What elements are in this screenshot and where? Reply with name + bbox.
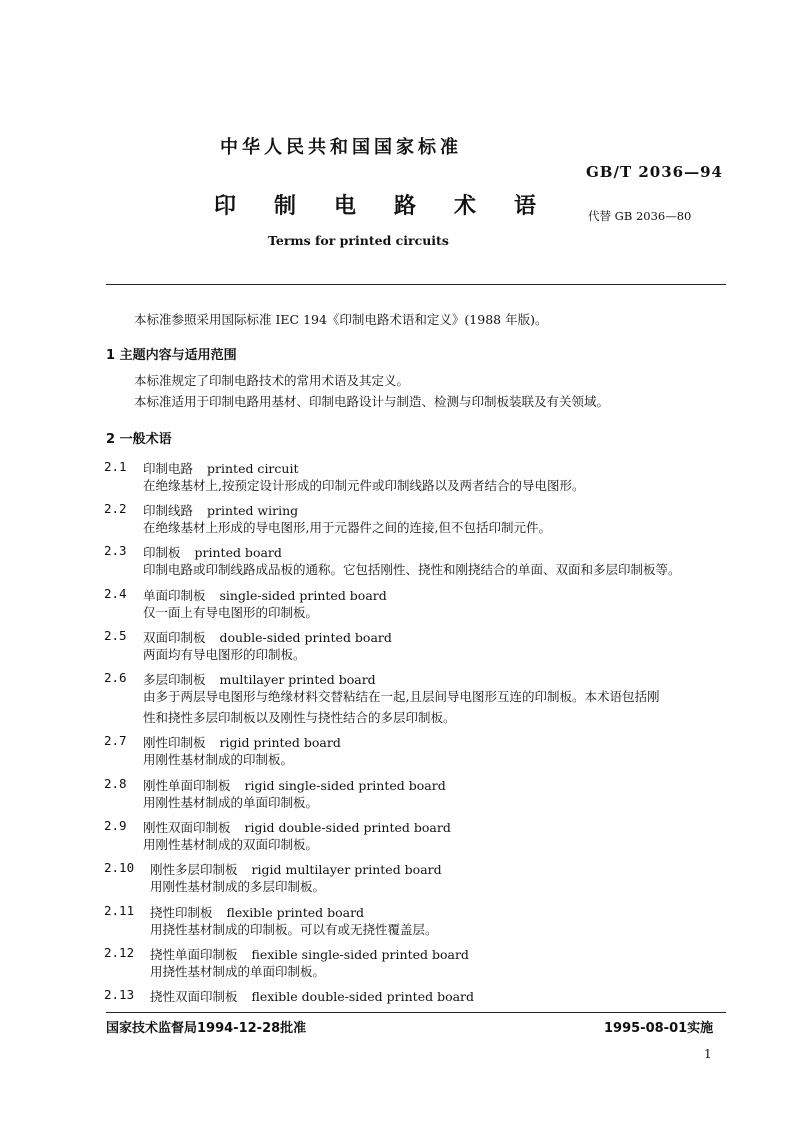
term-definition: 仅一面上有导电图形的印制板。 bbox=[143, 605, 319, 620]
term-cn: 印制板 bbox=[143, 545, 181, 560]
term-definition: 性和挠性多层印制板以及刚性与挠性结合的多层印制板。 bbox=[143, 710, 456, 725]
term-cn: 刚性单面印制板 bbox=[143, 778, 231, 793]
term-number: 2.10 bbox=[104, 860, 135, 875]
term-entry bbox=[143, 733, 341, 751]
term-definition: 印制电路或印制线路成品板的通称。它包括刚性、挠性和刚挠结合的单面、双面和多层印制板等。 bbox=[143, 562, 681, 577]
intro-paragraph: 本标准参照采用国际标准 IEC 194《印制电路术语和定义》(1988 年版)。 bbox=[134, 312, 548, 327]
term-entry bbox=[150, 987, 474, 1005]
term-cn: 多层印制板 bbox=[143, 672, 206, 687]
section-1-para-2: 本标准适用于印制电路用基材、印制电路设计与制造、检测与印制板装联及有关领域。 bbox=[134, 394, 610, 409]
term-definition: 用刚性基材制成的单面印制板。 bbox=[143, 795, 319, 810]
term-en: printed wiring bbox=[207, 503, 299, 518]
term-definition: 在绝缘基材上形成的导电图形,用于元器件之间的连接,但不包括印制元件。 bbox=[143, 520, 551, 535]
term-number: 2.6 bbox=[104, 670, 127, 685]
term-entry bbox=[143, 586, 387, 604]
term-number: 2.8 bbox=[104, 776, 127, 791]
term-definition: 由多于两层导电图形与绝缘材料交替粘结在一起,且层间导电图形互连的印制板。本术语包括刚 bbox=[143, 689, 660, 704]
term-number: 2.9 bbox=[104, 818, 127, 833]
term-entry bbox=[143, 501, 298, 519]
document-title-en: Terms for printed circuits bbox=[268, 233, 449, 248]
effective-date: 1995-08-01实施 bbox=[604, 1021, 714, 1036]
term-en: double-sided printed board bbox=[219, 630, 392, 645]
term-definition: 两面均有导电图形的印制板。 bbox=[143, 647, 306, 662]
header-divider bbox=[106, 284, 726, 285]
term-entry bbox=[143, 670, 376, 688]
term-number: 2.1 bbox=[104, 459, 127, 474]
term-definition: 用刚性基材制成的多层印制板。 bbox=[150, 879, 326, 894]
term-cn: 挠性双面印制板 bbox=[150, 989, 238, 1004]
term-number: 2.13 bbox=[104, 987, 135, 1002]
document-title-cn: 印制电路术语 bbox=[214, 194, 575, 219]
term-entry bbox=[143, 628, 392, 646]
term-number: 2.11 bbox=[104, 903, 135, 918]
term-entry bbox=[143, 818, 451, 836]
term-en: multilayer printed board bbox=[219, 672, 376, 687]
term-cn: 刚性多层印制板 bbox=[150, 862, 238, 877]
term-en: rigid double-sided printed board bbox=[244, 820, 451, 835]
term-cn: 印制电路 bbox=[143, 461, 194, 476]
national-standard-heading: 中华人民共和国国家标准 bbox=[220, 137, 462, 158]
term-definition: 在绝缘基材上,按预定设计形成的印制元件或印制线路以及两者结合的导电图形。 bbox=[143, 478, 585, 493]
term-entry bbox=[150, 903, 364, 921]
term-en: printed board bbox=[194, 545, 282, 560]
term-en: fiexible single-sided printed board bbox=[251, 947, 469, 962]
term-cn: 印制线路 bbox=[143, 503, 194, 518]
term-entry bbox=[150, 860, 442, 878]
term-definition: 用刚性基材制成的双面印制板。 bbox=[143, 837, 319, 852]
replaces-note: 代替 GB 2036—80 bbox=[588, 209, 692, 223]
term-number: 2.5 bbox=[104, 628, 127, 643]
term-en: rigid multilayer printed board bbox=[251, 862, 442, 877]
term-en: printed circuit bbox=[207, 461, 299, 476]
term-definition: 用挠性基材制成的单面印制板。 bbox=[150, 964, 326, 979]
term-entry bbox=[143, 543, 282, 561]
term-entry bbox=[143, 776, 446, 794]
term-cn: 挠性印制板 bbox=[150, 905, 213, 920]
section-2-heading: 2 一般术语 bbox=[106, 432, 172, 447]
term-cn: 刚性双面印制板 bbox=[143, 820, 231, 835]
term-entry bbox=[143, 459, 298, 477]
term-en: rigid printed board bbox=[219, 735, 341, 750]
term-cn: 挠性单面印制板 bbox=[150, 947, 238, 962]
term-cn: 单面印制板 bbox=[143, 588, 206, 603]
term-definition: 用刚性基材制成的印制板。 bbox=[143, 752, 294, 767]
term-en: rigid single-sided printed board bbox=[244, 778, 446, 793]
term-number: 2.12 bbox=[104, 945, 135, 960]
section-1-para-1: 本标准规定了印制电路技术的常用术语及其定义。 bbox=[134, 373, 410, 388]
term-en: flexible double-sided printed board bbox=[251, 989, 475, 1004]
term-en: single-sided printed board bbox=[219, 588, 387, 603]
term-cn: 刚性印制板 bbox=[143, 735, 206, 750]
doc-number: GB/T 2036—94 bbox=[586, 163, 723, 181]
term-number: 2.3 bbox=[104, 543, 127, 558]
page-number: 1 bbox=[704, 1047, 712, 1061]
term-entry bbox=[150, 945, 469, 963]
footer-divider bbox=[106, 1012, 726, 1013]
term-definition: 用挠性基材制成的印制板。可以有或无挠性覆盖层。 bbox=[150, 922, 438, 937]
issued-by: 国家技术监督局1994-12-28批准 bbox=[106, 1021, 307, 1036]
section-1-heading: 1 主题内容与适用范围 bbox=[106, 348, 237, 363]
term-cn: 双面印制板 bbox=[143, 630, 206, 645]
term-number: 2.7 bbox=[104, 733, 127, 748]
term-number: 2.4 bbox=[104, 586, 127, 601]
term-number: 2.2 bbox=[104, 501, 127, 516]
term-en: flexible printed board bbox=[226, 905, 365, 920]
